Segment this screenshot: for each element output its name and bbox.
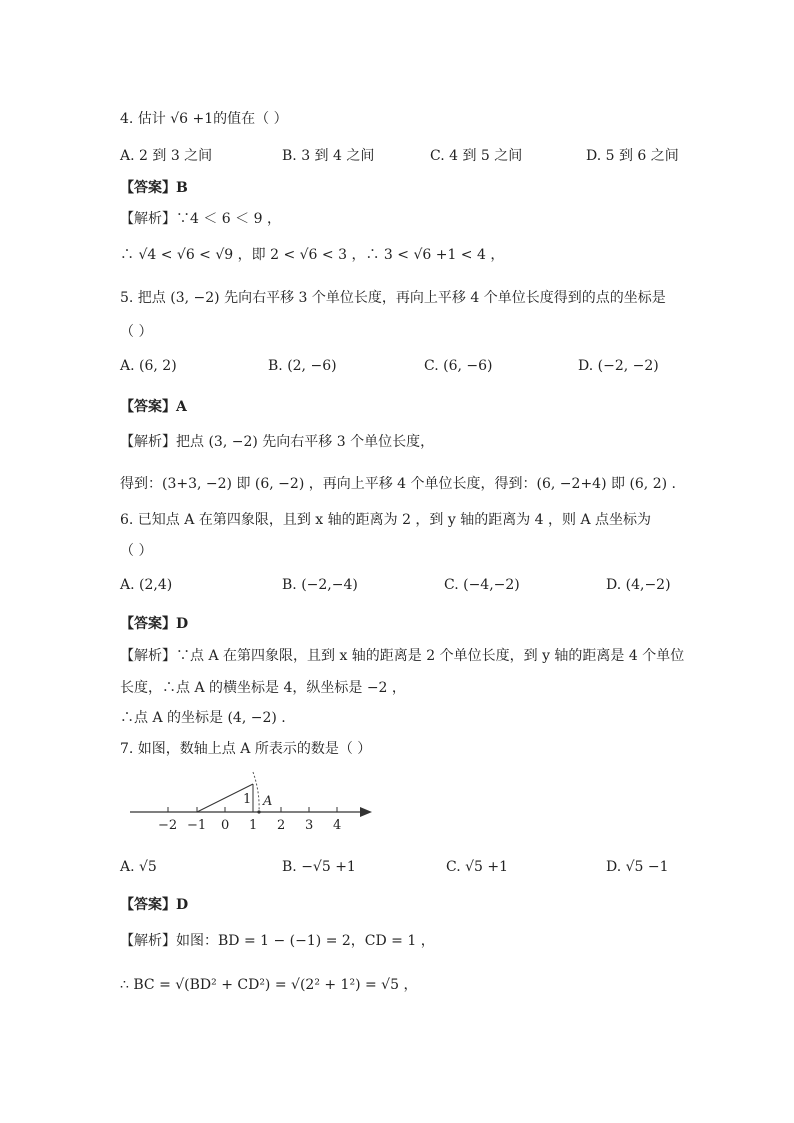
q5-option-a[interactable]: A. (6, 2) (120, 358, 177, 374)
q6-analysis-3: ∴点 A 的坐标是 (4, −2) . (120, 710, 286, 726)
q6-options (120, 577, 680, 597)
q4-options (120, 145, 680, 165)
q7-stem: 7. 如图，数轴上点 A 所表示的数是（ ） (120, 741, 372, 757)
q4-option-d[interactable]: D. 5 到 6 之间 (586, 148, 679, 164)
q4-option-b[interactable]: B. 3 到 4 之间 (282, 148, 375, 164)
q6-option-b[interactable]: B. (−2,−4) (282, 577, 358, 593)
q7-option-b[interactable]: B. −√5 +1 (282, 859, 356, 875)
q5-analysis-1: 【解析】把点 (3, −2) 先向右平移 3 个单位长度， (120, 434, 435, 450)
tick-label-neg2: −2 (158, 818, 178, 833)
q7-option-c[interactable]: C. √5 +1 (446, 859, 509, 875)
segment-label: 1 (243, 792, 252, 807)
q7-options (120, 859, 680, 879)
axis-arrow-icon (360, 807, 372, 817)
q6-analysis-1: 【解析】∵点 A 在第四象限，且到 x 轴的距离是 2 个单位长度，到 y 轴的距离是 4 个单位 (120, 648, 685, 664)
tick-label-3: 3 (305, 818, 314, 833)
tick-label-4: 4 (333, 818, 342, 833)
q5-answer: 【答案】A (120, 399, 187, 415)
q4-analysis-1: 【解析】∵4 ＜ 6 ＜ 9 ， (120, 211, 281, 227)
q4-option-c[interactable]: C. 4 到 5 之间 (430, 148, 523, 164)
q7-option-d[interactable]: D. √5 −1 (606, 859, 669, 875)
q5-paren: （ ） (120, 324, 153, 340)
q6-option-d[interactable]: D. (4,−2) (606, 577, 671, 593)
q4-answer: 【答案】B (120, 180, 188, 196)
tick-label-2: 2 (277, 818, 286, 833)
q5-option-c[interactable]: C. (6, −6) (424, 358, 493, 374)
q5-stem: 5. 把点 (3, −2) 先向右平移 3 个单位长度，再向上平移 4 个单位长度得到的点的坐标是 (120, 290, 666, 306)
q4-analysis-2: ∴ √4 < √6 < √9 ，即 2 < √6 < 3 ，∴ 3 < √6 +1 < 4 ， (120, 247, 505, 263)
q6-analysis-2: 长度，∴点 A 的横坐标是 4，纵坐标是 −2 ， (120, 680, 406, 696)
q7-answer: 【答案】D (120, 897, 189, 913)
tick-label-neg1: −1 (187, 818, 207, 833)
q6-answer: 【答案】D (120, 616, 189, 632)
q6-option-c[interactable]: C. (−4,−2) (444, 577, 520, 593)
point-a-label: A (263, 794, 273, 809)
q6-stem: 6. 已知点 A 在第四象限，且到 x 轴的距离为 2 ，到 y 轴的距离为 4 ，则 A 点坐标为 (120, 512, 652, 528)
q6-option-a[interactable]: A. (2,4) (120, 577, 173, 593)
number-line-figure (120, 764, 390, 838)
q5-option-b[interactable]: B. (2, −6) (268, 358, 337, 374)
q7-analysis-1: 【解析】如图：BD = 1 − (−1) = 2，CD = 1 ， (120, 933, 435, 949)
point-a-dot (257, 810, 260, 813)
tick-label-0: 0 (221, 818, 230, 833)
q7-option-a[interactable]: A. √5 (120, 859, 157, 875)
q5-option-d[interactable]: D. (−2, −2) (578, 358, 659, 374)
q5-analysis-2: 得到：(3+3, −2) 即 (6, −2) ，再向上平移 4 个单位长度，得到：(6, −2+4) 即 (6, 2) . (120, 476, 676, 492)
q6-paren: （ ） (120, 543, 153, 559)
q4-stem: 4. 估计 √6 +1的值在（ ） (120, 111, 288, 127)
compass-arc (253, 772, 259, 812)
q7-analysis-2: ∴ BC = √(BD² + CD²) = √(2² + 1²) = √5 ， (120, 977, 418, 993)
q5-options (120, 358, 680, 378)
tick-label-1: 1 (249, 818, 258, 833)
q4-option-a[interactable]: A. 2 到 3 之间 (120, 148, 213, 164)
